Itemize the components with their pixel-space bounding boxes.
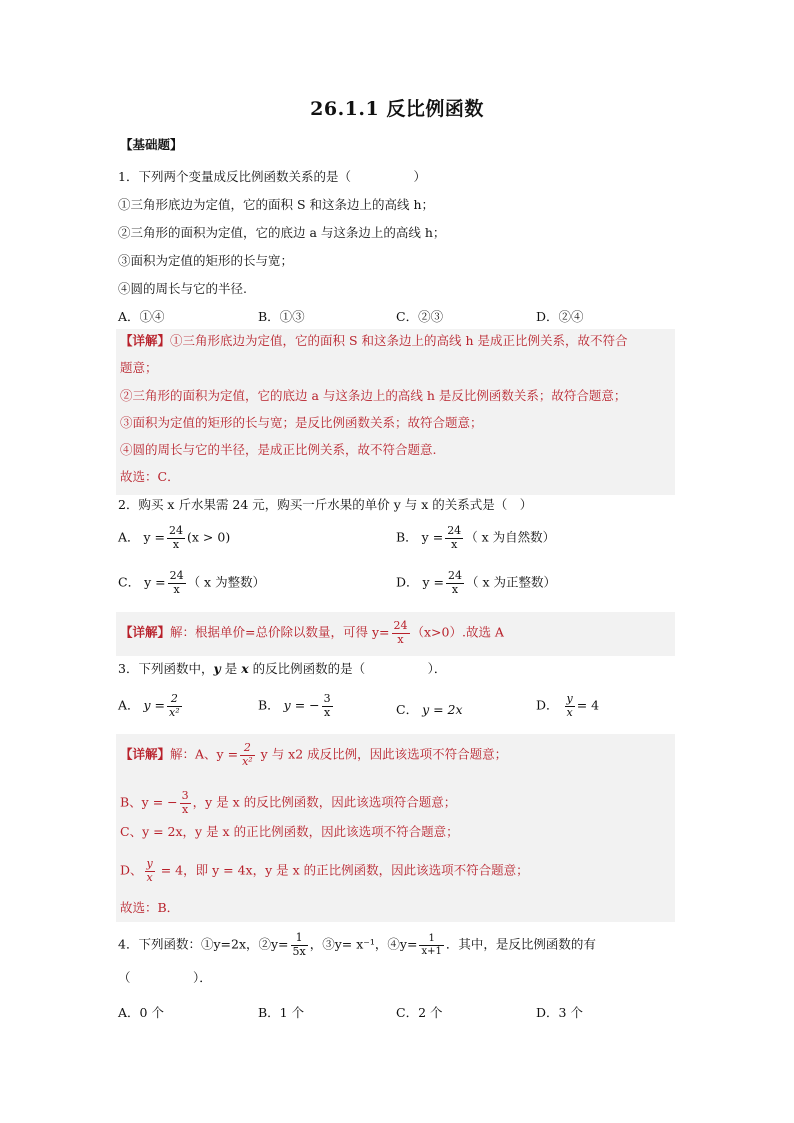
- q2-explain-den: x: [392, 633, 410, 647]
- q1-item-2: ②三角形的面积为定值，它的底边 a 与这条边上的高线 h；: [118, 225, 446, 240]
- q2-option-d-den: x: [446, 583, 464, 597]
- q3-explain-d-num: y: [146, 857, 153, 870]
- q3-option-b-num: 3: [323, 692, 331, 705]
- q2-stem: 2．购买 x 斤水果需 24 元，购买一斤水果的单价 y 与 x 的关系式是（ ）: [118, 497, 533, 512]
- q3-option-b-label: B．: [258, 697, 280, 713]
- q3-explain-line-c: C、y = 2x，y 是 x 的正比例函数，因此该选项不符合题意；: [120, 824, 459, 839]
- q3-stem: [118, 663, 446, 676]
- q3-explain-b-post: ，y 是 x 的反比例函数，因此该选项符合题意；: [192, 794, 457, 810]
- q2-option-b-tail: （ x 为自然数）: [465, 529, 556, 545]
- q2-option-b-den: x: [445, 538, 463, 552]
- q2-option-d-label: D．: [396, 574, 419, 590]
- q2-option-c-label: C．: [118, 574, 141, 590]
- q3-option-a-num: 2: [170, 692, 178, 705]
- q3-explain-a-num: 2: [243, 741, 251, 754]
- q3-option-c-expr: y = 2x: [422, 702, 463, 717]
- q3-option-b-den: x: [322, 706, 333, 720]
- q3-option-b: [258, 693, 335, 719]
- q3-explain-a-pre: 解：A、y =: [170, 746, 239, 762]
- q4-f1-num: 1: [295, 931, 303, 944]
- q3-explain-line-a: [120, 742, 507, 768]
- section-heading: 【基础题】: [120, 137, 183, 152]
- q2-option-a-num: 24: [169, 524, 184, 537]
- q1-option-c: C．②③: [396, 309, 444, 324]
- q2-option-a-tail: (x > 0): [187, 529, 231, 545]
- q1-explain-line-1: [120, 335, 628, 348]
- q4-stem-line-2: （ ）．: [118, 970, 212, 985]
- q2-explain-line: [120, 620, 504, 646]
- q4-stem-post: ．其中，是反比例函数的有: [445, 936, 596, 952]
- q3-option-d-num: y: [566, 692, 573, 705]
- q1-item-1: ①三角形底边为定值，它的面积 S 和这条边上的高线 h；: [118, 197, 435, 212]
- q2-option-b-label: B．: [396, 529, 418, 545]
- q3-stem-pre: 3．下列函数中，: [118, 661, 214, 676]
- q2-option-c-lhs: y =: [144, 574, 166, 590]
- q4-stem: [118, 932, 596, 958]
- q1-explanation-box: [116, 329, 675, 495]
- q3-option-a-lhs: y =: [143, 697, 166, 713]
- q2-option-d-lhs: y =: [422, 574, 445, 590]
- q1-explain-line-5: ④圆的周长与它的半径，是成正比例关系，故不符合题意.: [120, 442, 437, 457]
- q3-option-c: [396, 700, 463, 718]
- q3-option-d-label: D．: [536, 697, 559, 713]
- q2-option-a: [118, 525, 230, 551]
- q3-option-a-den: x²: [169, 705, 180, 719]
- q2-explanation-box: [116, 612, 675, 656]
- q4-option-a: A．0 个: [118, 1005, 164, 1020]
- q3-explain-b-num: 3: [181, 789, 189, 802]
- q3-explain-tag: 【详解】: [120, 746, 171, 762]
- q3-option-c-label: C．: [396, 702, 419, 717]
- q2-explain-tag: 【详解】: [120, 624, 171, 640]
- q2-option-d-tail: （ x 为正整数）: [466, 574, 557, 590]
- q3-explain-b-den: x: [180, 803, 191, 817]
- q1-explain-line-3: ②三角形的面积为定值，它的底边 a 与这条边上的高线 h 是反比例函数关系；故符合题意；: [120, 388, 627, 403]
- q2-option-c-tail: （ x 为整数）: [187, 574, 266, 590]
- q4-f2-num: 1: [428, 933, 435, 945]
- q2-explain-pre: 解：根据单价=总价除以数量，可得 y=: [170, 624, 390, 640]
- q2-option-b-lhs: y =: [421, 529, 444, 545]
- q1-option-b: B．①③: [258, 309, 305, 324]
- q1-option-a: A．①④: [118, 309, 165, 324]
- q3-explain-a-den: x²: [242, 754, 253, 768]
- q3-option-d: [536, 693, 599, 719]
- q3-explain-b-pre: B、y = −: [120, 794, 178, 810]
- q2-option-a-lhs: y =: [143, 529, 166, 545]
- q1-explain-tag: 【详解】: [120, 333, 171, 348]
- q1-option-d: D．②④: [536, 309, 584, 324]
- q3-option-d-den: x: [566, 705, 573, 719]
- q2-option-a-den: x: [167, 538, 185, 552]
- q3-option-a: [118, 693, 184, 719]
- q4-option-c: C．2 个: [396, 1005, 443, 1020]
- q3-option-d-rhs: = 4: [576, 697, 600, 713]
- q3-stem-y: y: [213, 661, 221, 676]
- q1-stem: 1．下列两个变量成反比例函数关系的是（ ）: [118, 169, 426, 184]
- q3-explanation-box: [116, 734, 675, 922]
- q2-explain-post: （x>0）.故选 A: [411, 624, 504, 640]
- q1-item-3: ③面积为定值的矩形的长与宽；: [118, 253, 294, 268]
- q2-option-c: [118, 570, 265, 596]
- q4-option-d: D．3 个: [536, 1005, 583, 1020]
- q1-choice: 故选：C．: [120, 469, 180, 484]
- q4-f2-den: x+1: [421, 945, 442, 957]
- q3-option-b-lhs: y = −: [283, 697, 320, 713]
- page-title: 26.1.1 反比例函数: [310, 98, 484, 120]
- q3-stem-x: x: [241, 661, 249, 676]
- q1-explain-line-2: 题意；: [120, 360, 158, 375]
- q1-item-4: ④圆的周长与它的半径.: [118, 281, 247, 296]
- q2-option-d-num: 24: [448, 569, 463, 582]
- q2-option-c-num: 24: [169, 569, 184, 582]
- q3-explain-d-den: x: [146, 870, 153, 884]
- q3-explain-a-post: y 与 x2 成反比例，因此该选项不符合题意；: [256, 746, 508, 762]
- q2-option-a-label: A．: [118, 529, 140, 545]
- q3-explain-line-b: [120, 790, 456, 816]
- q2-explain-num: 24: [393, 619, 408, 632]
- q3-explain-line-d: [120, 858, 529, 884]
- q2-option-b-num: 24: [447, 524, 462, 537]
- q2-option-d: [396, 570, 556, 596]
- q1-explain-text-1: ①三角形底边为定值，它的面积 S 和这条边上的高线 h 是成正比例关系，故不符合: [170, 333, 628, 348]
- q2-option-b: [396, 525, 555, 551]
- q4-stem-pre: 4．下列函数：①y=2x，②y=: [118, 936, 289, 952]
- q3-stem-mid: 是: [220, 661, 242, 676]
- q4-f1-den: 5x: [292, 944, 306, 958]
- q3-explain-d-pre: D、: [120, 862, 143, 878]
- q3-stem-post: 的反比例函数的是（ ）．: [248, 661, 447, 676]
- q4-stem-mid: ，③y= x⁻¹，④y=: [309, 936, 418, 952]
- q4-option-b: B．1 个: [258, 1005, 305, 1020]
- q1-explain-line-4: ③面积为定值的矩形的长与宽；是反比例函数关系；故符合题意；: [120, 415, 483, 430]
- q3-option-a-label: A．: [118, 697, 140, 713]
- q2-option-c-den: x: [168, 583, 186, 597]
- q3-explain-d-post: = 4，即 y = 4x，y 是 x 的正比例函数，因此该选项不符合题意；: [156, 862, 529, 878]
- q3-choice: 故选：B．: [120, 900, 180, 915]
